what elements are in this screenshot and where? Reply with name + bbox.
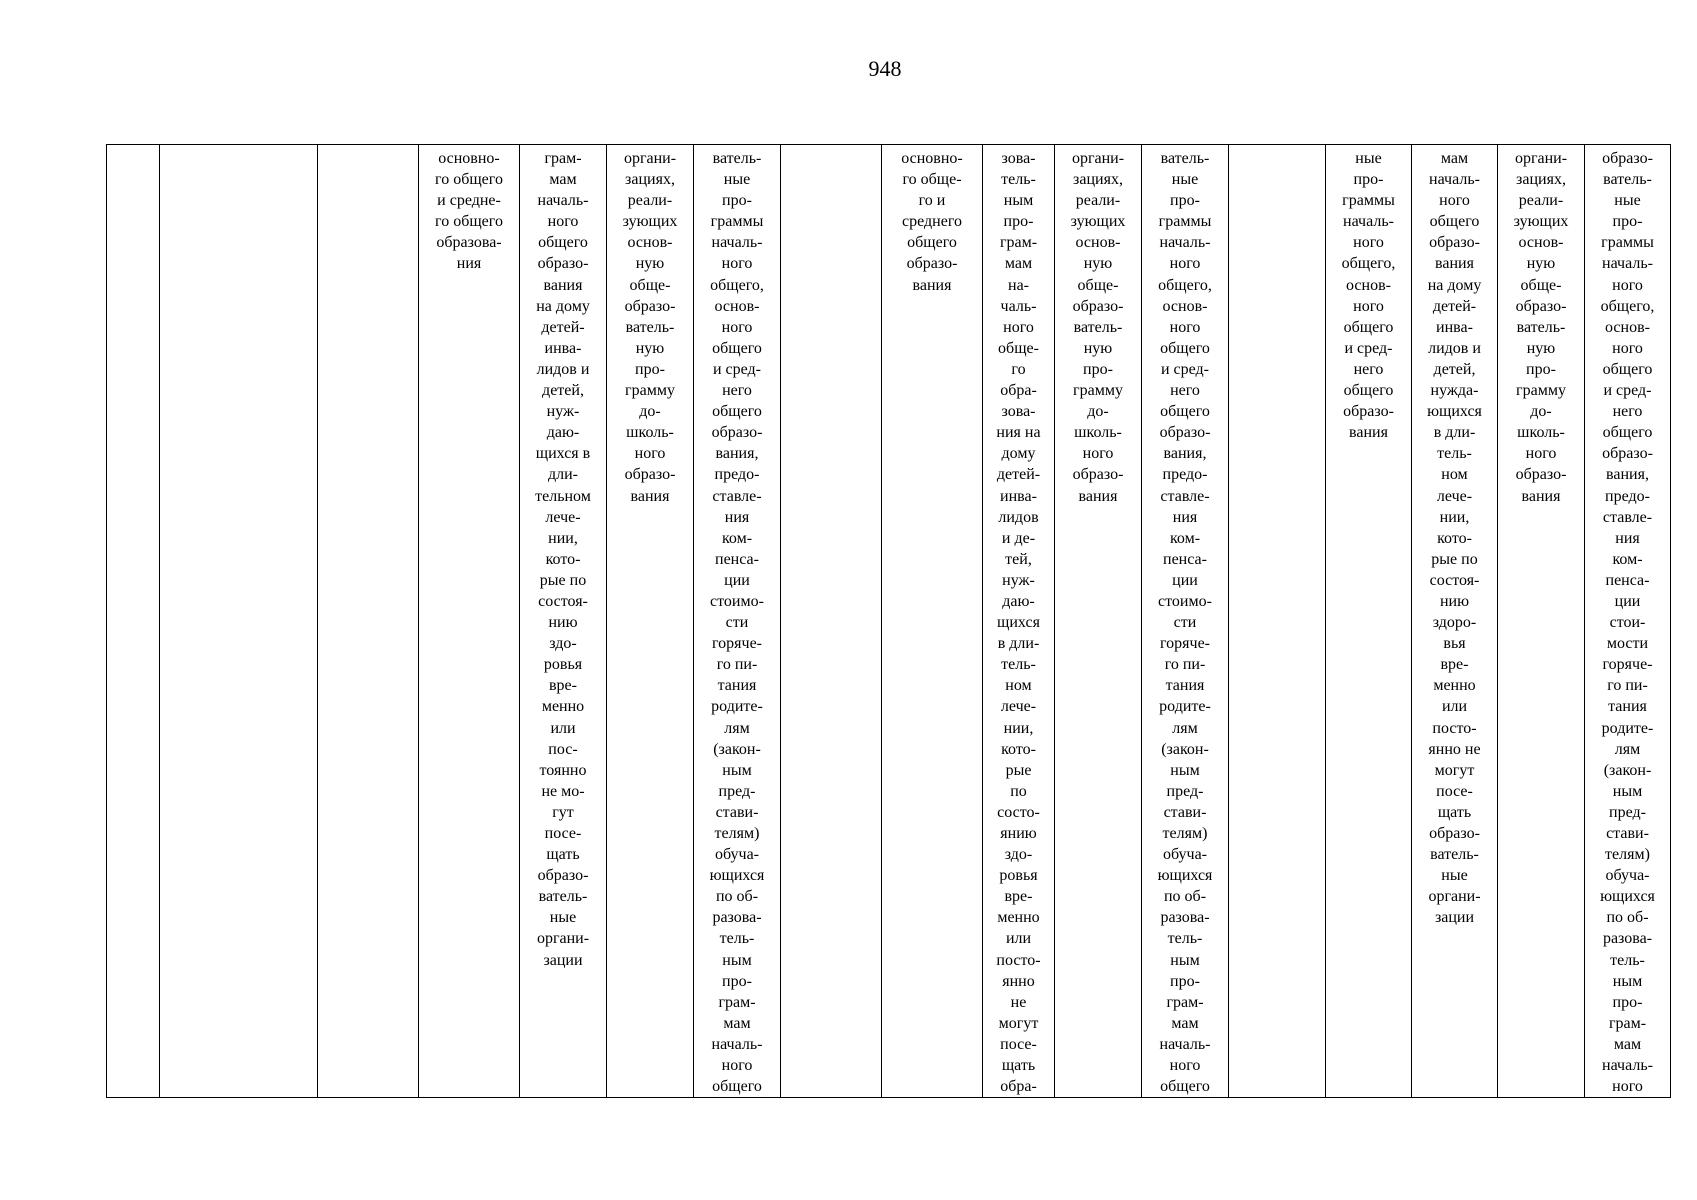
table-cell-9: основно- го обще- го и среднего общего образо- вания [882, 145, 983, 1098]
table-cell-4: основно- го общего и средне- го общего образова- ния [419, 145, 520, 1098]
table-cell-17: образо- ватель- ные про- граммы началь- ного общего, основ- ного общего и сред- него общего образо- вания, предо- ставле- ния ком- пенса- ции стои- мости горяче- го пи- тания родите- лям (закон- ным пред- стави- телям) обуча- ющихся по об- разова- тель- ным про- грам- мам началь- ного [1585, 145, 1671, 1098]
table-cell-6: органи- зациях, реали- зующих основ- ную обще- образо- ватель- ную про- грамму до- школь- ного образо- вания [607, 145, 694, 1098]
table-cell-7: ватель- ные про- граммы началь- ного общего, основ- ного общего и сред- него общего образо- вания, предо- ставле- ния ком- пенса- ции стоимо- сти горяче- го пи- тания родите- лям (закон- ным пред- стави- телям) обуча- ющихся по об- разова- тель- ным про- грам- мам началь- ного общего [694, 145, 781, 1098]
page-number: 948 [868, 56, 902, 81]
table-cell-15: мам началь- ного общего образо- вания на дому детей- инва- лидов и детей, нужда- ющихся в дли- тель- ном лече- нии, кото- рые по состоя- нию здоро- вья вре- менно или посто- янно не могут посе- щать образо- ватель- ные органи- зации [1412, 145, 1498, 1098]
table-cell-2 [160, 145, 318, 1098]
table-cell-1 [107, 145, 160, 1098]
table-cell-12: ватель- ные про- граммы началь- ного общего, основ- ного общего и сред- него общего образо- вания, предо- ставле- ния ком- пенса- ции стоимо- сти горяче- го пи- тания родите- лям (закон- ным пред- стави- телям) обуча- ющихся по об- разова- тель- ным про- грам- мам началь- ного общего [1142, 145, 1229, 1098]
table-cell-16: органи- зациях, реали- зующих основ- ную обще- образо- ватель- ную про- грамму до- школь- ного образо- вания [1498, 145, 1585, 1098]
table-cell-11: органи- зациях, реали- зующих основ- ную обще- образо- ватель- ную про- грамму до- школь- ного образо- вания [1055, 145, 1142, 1098]
table-cell-5: грам- мам началь- ного общего образо- вания на дому детей- инва- лидов и детей, нуж- даю- щихся в дли- тельном лече- нии, кото- рые по состоя- нию здо- ровья вре- менно или пос- тоянно не мо- гут посе- щать образо- ватель- ные органи- зации [520, 145, 607, 1098]
table-cell-14: ные про- граммы началь- ного общего, основ- ного общего и сред- него общего образо- вания [1326, 145, 1412, 1098]
table-cell-13 [1229, 145, 1326, 1098]
table-cell-8 [781, 145, 882, 1098]
table-row [107, 145, 1671, 1098]
table-cell-3 [318, 145, 419, 1098]
document-table [106, 144, 1671, 1098]
table-cell-10: зова- тель- ным про- грам- мам на- чаль- ного обще- го обра- зова- ния на дому детей- инва- лидов и де- тей, нуж- даю- щихся в дли- тель- ном лече- нии, кото- рые по состо- янию здо- ровья вре- менно или посто- янно не могут посе- щать обра- [983, 145, 1055, 1098]
